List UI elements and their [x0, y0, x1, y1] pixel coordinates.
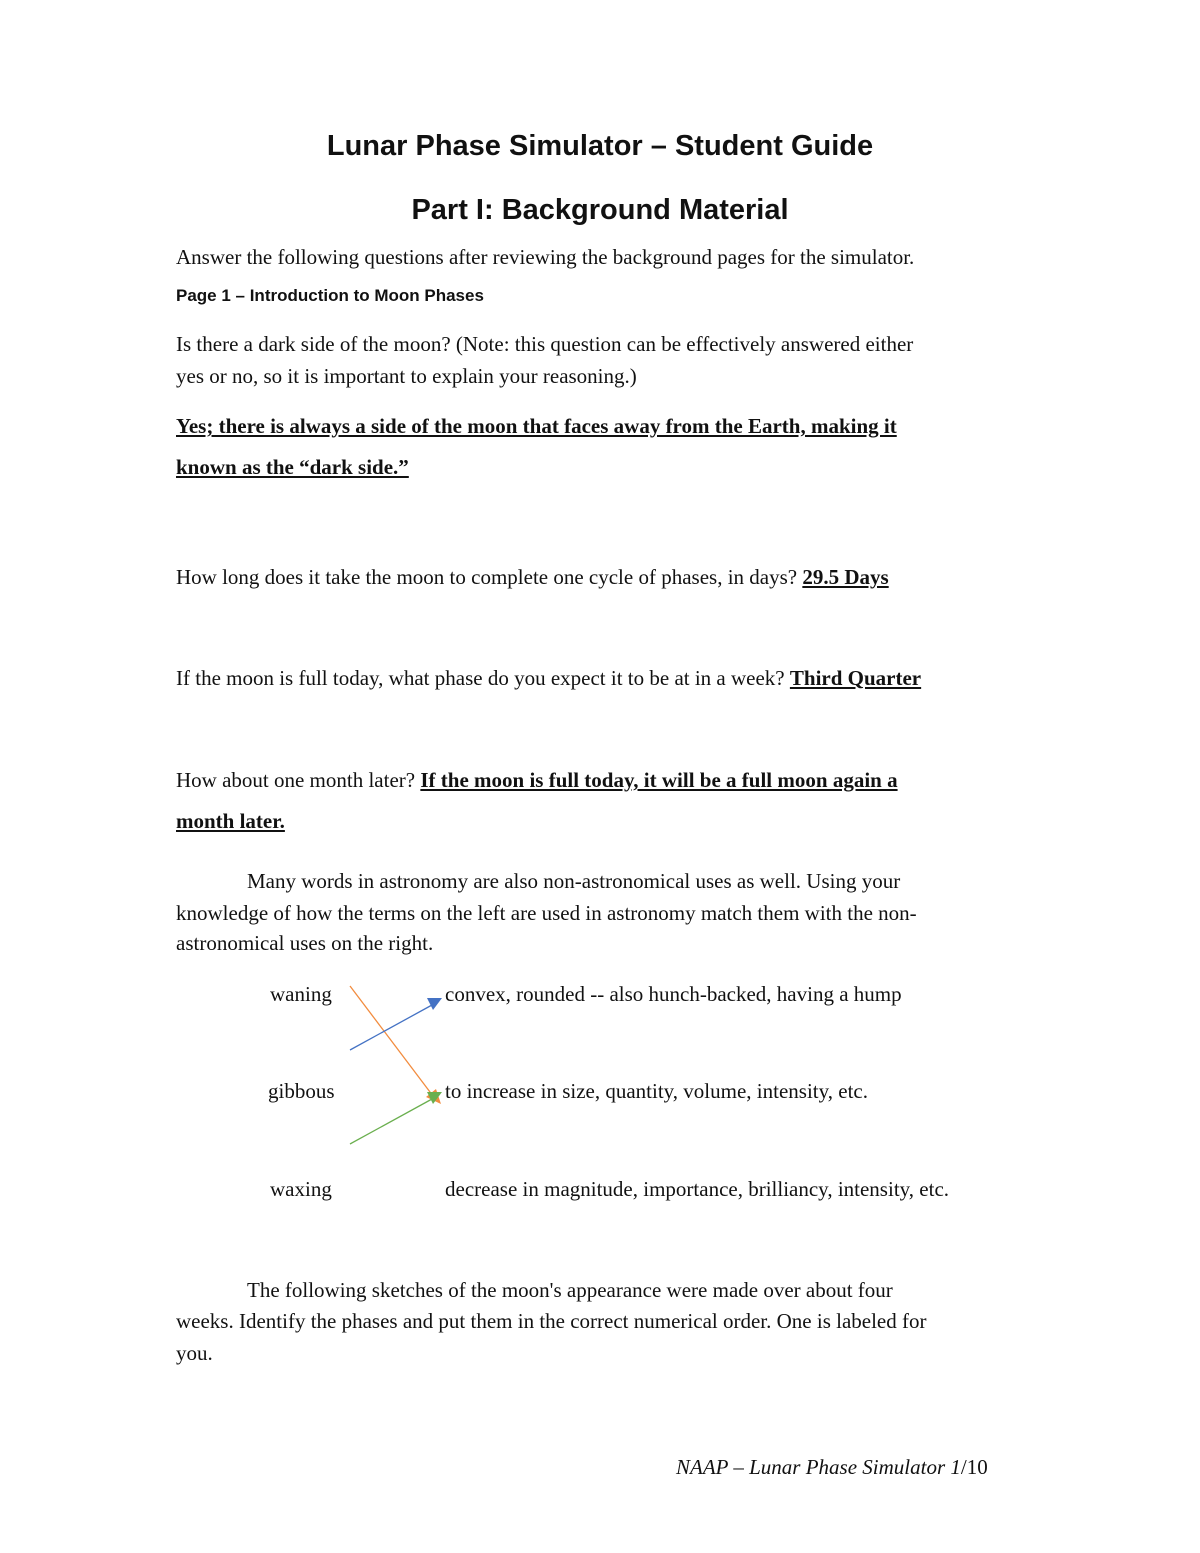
question-4-text: How about one month later? [176, 768, 421, 792]
definition-convex: convex, rounded -- also hunch-backed, having a hump [445, 982, 902, 1006]
question-4 [176, 764, 898, 796]
page-footer [676, 1455, 988, 1480]
question-1-line-2: yes or no, so it is important to explain your reasoning.) [176, 364, 637, 388]
question-2 [176, 561, 889, 593]
question-3-text: If the moon is full today, what phase do you expect it to be at in a week? [176, 666, 790, 690]
matching-intro-line-3: astronomical uses on the right. [176, 931, 434, 955]
matching-intro-line-1: Many words in astronomy are also non-astronomical uses as well. Using your [247, 869, 901, 893]
term-gibbous: gibbous [268, 1079, 335, 1103]
part-title: Part I: Background Material [411, 194, 789, 226]
term-waning: waning [270, 982, 332, 1006]
answer-3: Third Quarter [789, 666, 922, 690]
sketches-intro-line-2: weeks. Identify the phases and put them in the correct numerical order. One is labeled for [176, 1309, 927, 1333]
answer-4-line-1: If the moon is full today, it will be a full moon again a [420, 768, 898, 792]
answer-1-line-1: Yes; there is always a side of the moon that faces away from the Earth, making it [176, 414, 897, 438]
answer-2: 29.5 Days [802, 565, 889, 589]
page-heading: Page 1 – Introduction to Moon Phases [176, 286, 484, 305]
definition-increase: to increase in size, quantity, volume, intensity, etc. [445, 1079, 868, 1103]
page-title: Lunar Phase Simulator – Student Guide [326, 130, 874, 162]
sketches-intro-line-3: you. [176, 1341, 213, 1365]
answer-1-line-2: known as the “dark side.” [176, 455, 409, 479]
question-2-text: How long does it take the moon to complete one cycle of phases, in days? [176, 565, 803, 589]
intro-text: Answer the following questions after reviewing the background pages for the simulator. [176, 245, 915, 269]
footer-text: NAAP – Lunar Phase Simulator 1 [676, 1455, 961, 1479]
definition-decrease: decrease in magnitude, importance, brilliancy, intensity, etc. [445, 1177, 950, 1201]
arrow-waning-to-decrease [350, 986, 441, 1104]
footer-page-total: /10 [960, 1455, 988, 1479]
arrow-waxing-to-increase [350, 1092, 442, 1144]
question-1-line-1: Is there a dark side of the moon? (Note: this question can be effectively answered either [176, 332, 914, 356]
question-3 [176, 662, 921, 694]
term-waxing: waxing [270, 1177, 332, 1201]
sketches-intro-line-1: The following sketches of the moon's appearance were made over about four [247, 1278, 893, 1302]
answer-4-line-2: month later. [176, 809, 285, 833]
arrow-gibbous-to-convex [350, 998, 442, 1050]
matching-intro-line-2: knowledge of how the terms on the left are used in astronomy match them with the non- [176, 901, 917, 925]
